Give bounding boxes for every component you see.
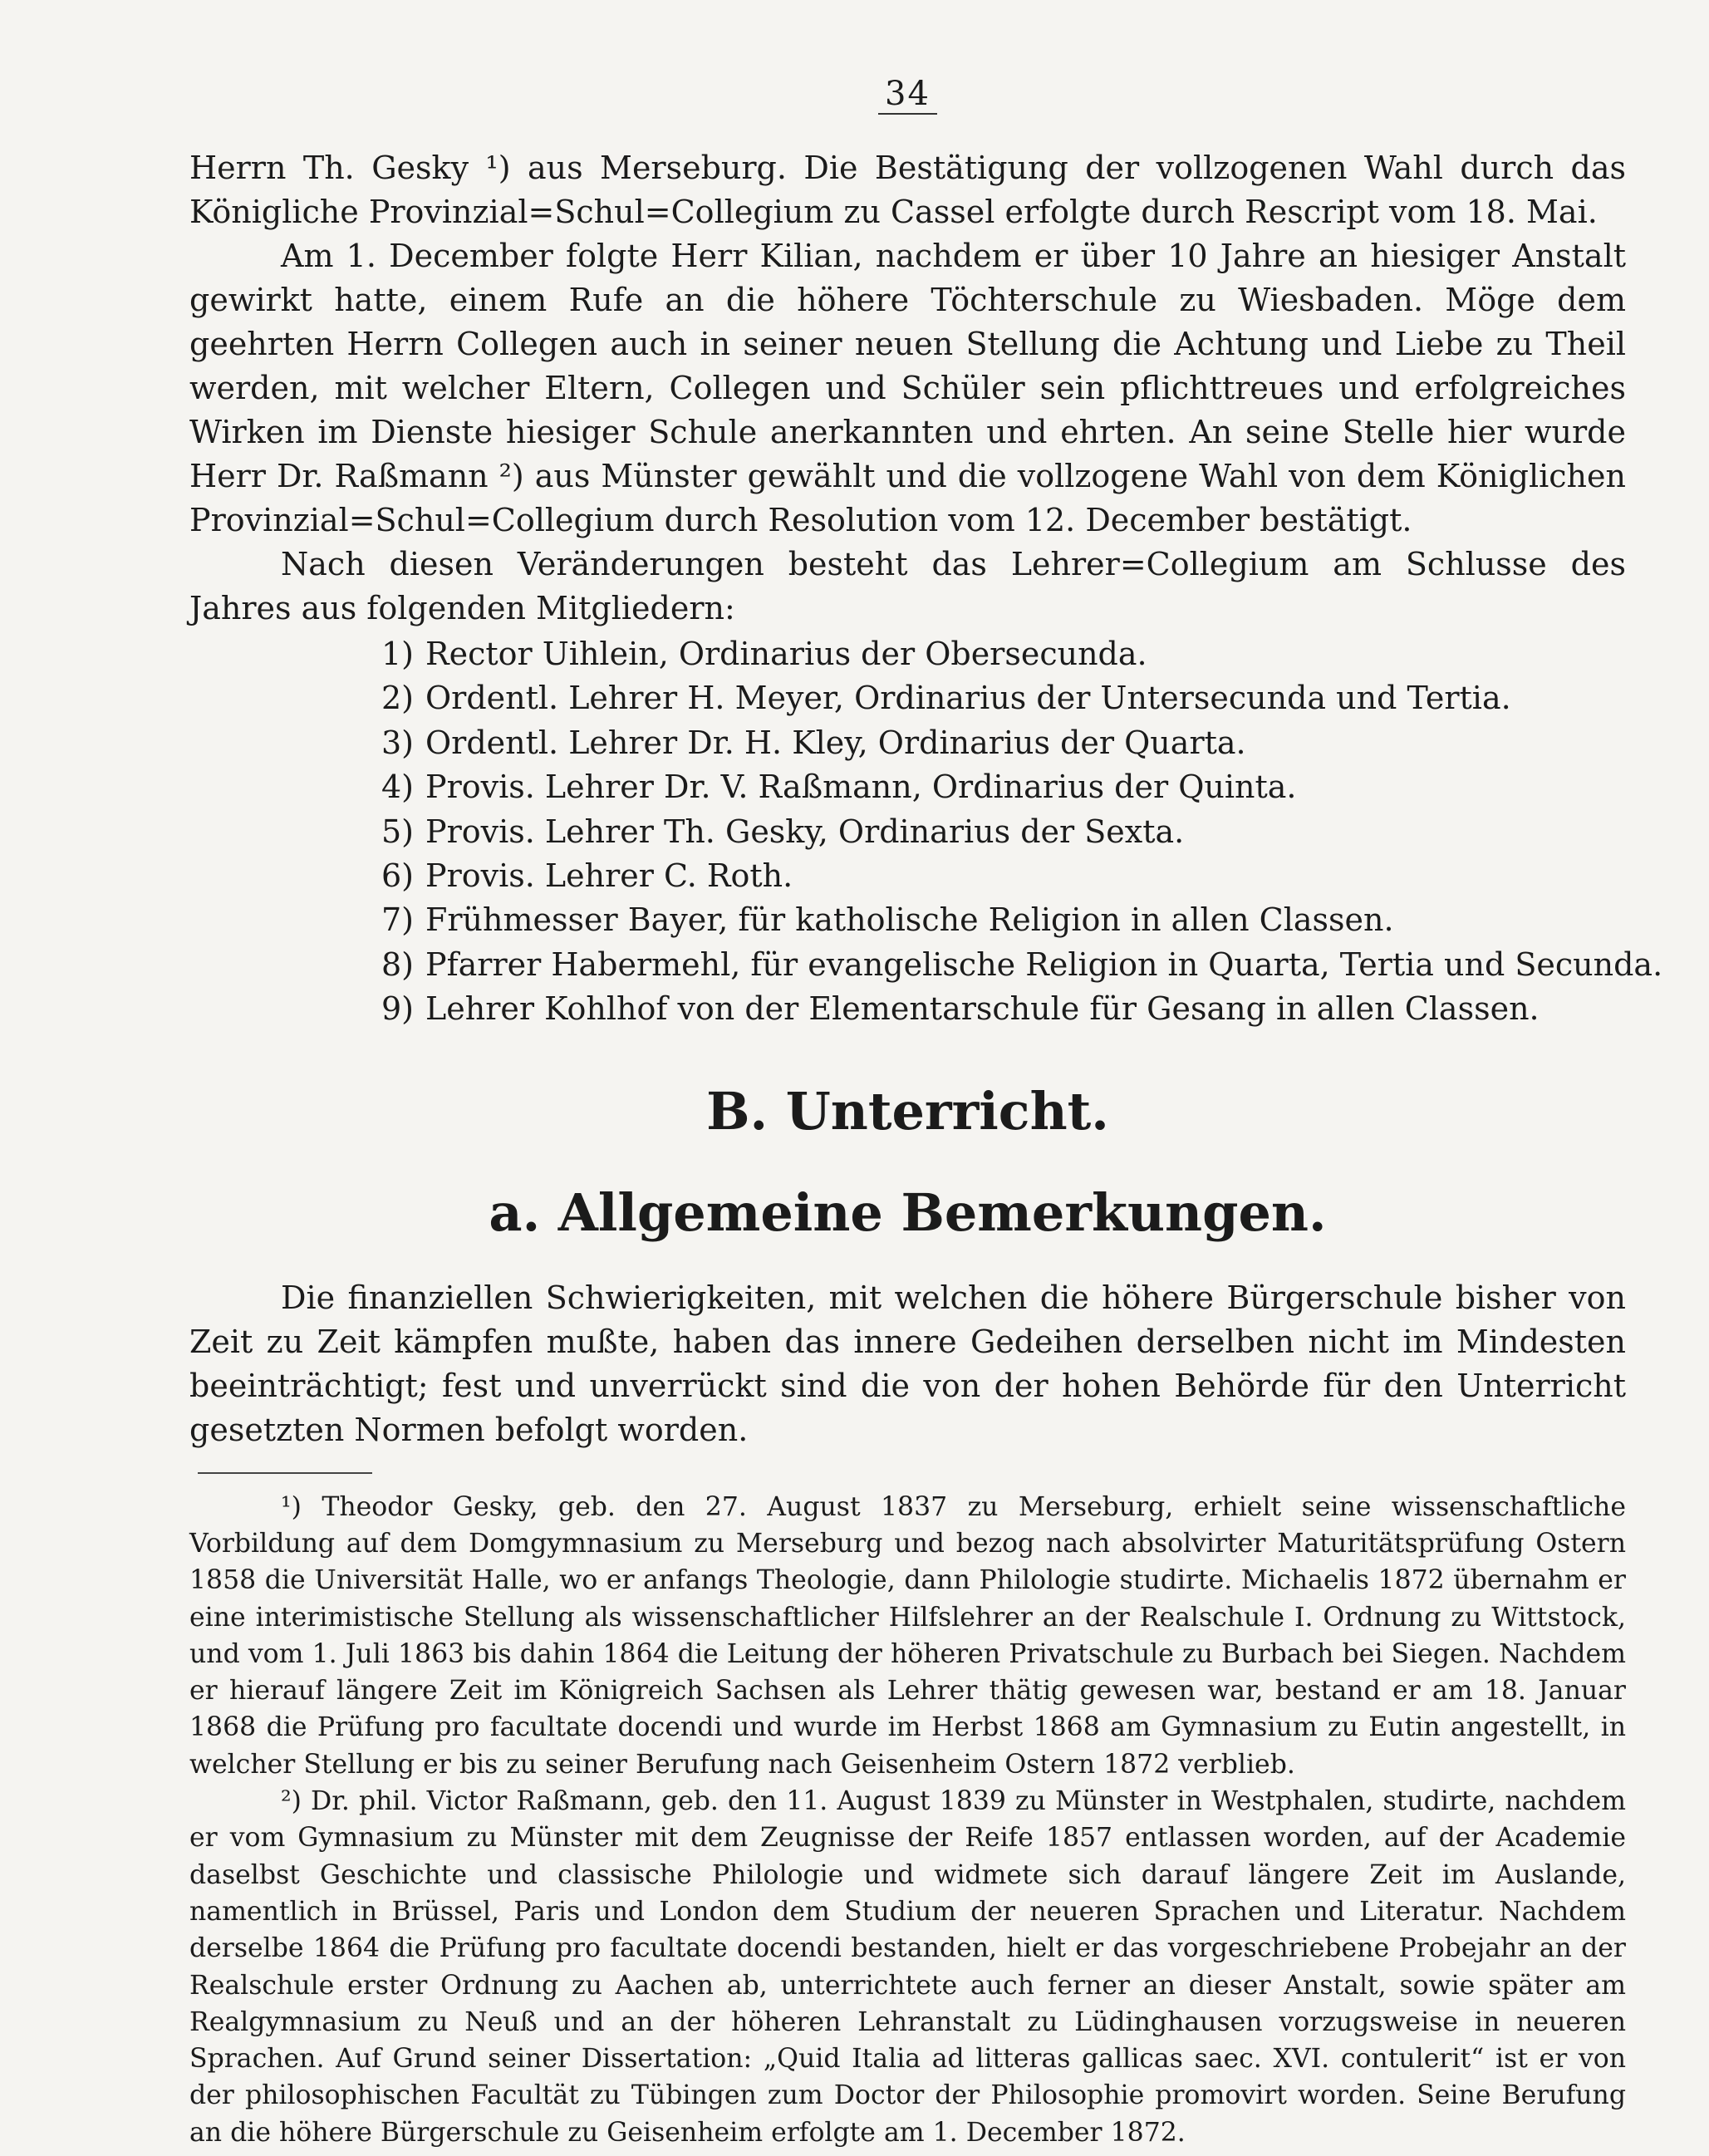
footnote-1 [189, 1489, 1626, 1783]
staff-item [368, 987, 1626, 1031]
footnote-mark: ²) [281, 1786, 302, 1817]
staff-item-text: Ordentl. Lehrer Dr. H. Kley, Ordinarius der Quarta. [425, 724, 1246, 761]
footnote-text: Theodor Gesky, geb. den 27. August 1837 zu Merseburg, erhielt seine wissenschaftliche Vorbildung auf dem Domgymnasium zu Merseburg und bezog nach absolvirter Maturitätsprüfung Ostern 1858 die Universität Halle, wo er anfangs Theologie, dann Philologie studirte. Michaelis 1872 übernahm er eine interimistische Stellung als wissenschaftlicher Hilfslehrer an der Realschule I. Ordnung zu Wittstock, und vom 1. Juli 1863 bis dahin 1864 die Leitung der höheren Privatschule zu Burbach bei Siegen. Nachdem er hierauf längere Zeit im Königreich Sachsen als Lehrer thätig gewesen war, bestand er am 18. Januar 1868 die Prüfung pro facultate docendi und wurde im Herbst 1868 am Gymnasium zu Eutin angestellt, in welcher Stellung er bis zu seiner Berufung nach Geisenheim Ostern 1872 verblieb. [189, 1491, 1626, 1780]
staff-item-number: 7) [381, 901, 414, 939]
staff-item-text: Lehrer Kohlhof von der Elementarschule für Gesang in allen Classen. [425, 990, 1540, 1028]
footnote-mark: ¹) [281, 1491, 302, 1522]
staff-item-text: Provis. Lehrer Th. Gesky, Ordinarius der Sexta. [425, 813, 1185, 850]
staff-item [368, 721, 1626, 765]
staff-item-number: 5) [381, 813, 414, 850]
page-number [189, 75, 1626, 113]
staff-item-text: Provis. Lehrer Dr. V. Raßmann, Ordinarius der Quinta. [425, 769, 1297, 806]
page-number-text: 34 [878, 75, 937, 115]
staff-item-number: 2) [381, 680, 414, 717]
staff-item-number: 6) [381, 857, 414, 895]
staff-item-number: 1) [381, 636, 414, 672]
staff-item [368, 676, 1626, 720]
footnote-divider [198, 1472, 372, 1474]
staff-item-text: Frühmesser Bayer, für katholische Religion in allen Classen. [425, 901, 1394, 939]
staff-item [368, 765, 1626, 809]
body-paragraph: Die finanziellen Schwierigkeiten, mit welchen die höhere Bürgerschule bisher von Zeit zu Zeit kämpfen mußte, haben das innere Gedeihen derselben nicht im Mindesten beeinträchtigt; fest und unverrückt sind die von der hohen Behörde für den Unterricht gesetzten Normen befolgt worden. [189, 1279, 1626, 1448]
intro-paragraph-3: Nach diesen Veränderungen besteht das Lehrer=Collegium am Schlusse des Jahres aus folgenden Mitgliedern: [189, 546, 1626, 626]
staff-item [368, 632, 1626, 676]
staff-item-number: 3) [381, 724, 414, 761]
staff-item-text: Pfarrer Habermehl, für evangelische Religion in Quarta, Tertia und Secunda. [425, 945, 1663, 983]
staff-item [368, 854, 1626, 898]
footnote-2 [189, 1783, 1626, 2151]
intro-paragraph-2: Am 1. December folgte Herr Kilian, nachdem er über 10 Jahre an hiesiger Anstalt gewirkt hatte, einem Rufe an die höhere Töchterschule zu Wiesbaden. Möge dem geehrten Herrn Collegen auch in seiner neuen Stellung die Achtung und Liebe zu Theil werden, mit welcher Eltern, Collegen und Schüler sein pflichttreues und erfolgreiches Wirken im Dienste hiesiger Schule anerkannten und ehrten. An seine Stelle hier wurde Herr Dr. Raßmann ²) aus Münster gewählt und die vollzogene Wahl von dem Königlichen Provinzial=Schul=Collegium durch Resolution vom 12. December bestätigt. [189, 238, 1626, 538]
staff-item-text: Ordentl. Lehrer H. Meyer, Ordinarius der Untersecunda und Tertia. [425, 680, 1511, 717]
staff-item [368, 898, 1626, 942]
section-heading-a: a. Allgemeine Bemerkungen. [489, 1181, 1327, 1243]
staff-item [368, 810, 1626, 854]
staff-item [368, 943, 1663, 987]
staff-item-number: 9) [381, 990, 414, 1028]
intro-paragraph-1: Herrn Th. Gesky ¹) aus Merseburg. Die Bestätigung der vollzogenen Wahl durch das Königliche Provinzial=Schul=Collegium zu Cassel erfolgte durch Rescript vom 18. Mai. [189, 150, 1626, 230]
footnote-text: Dr. phil. Victor Raßmann, geb. den 11. August 1839 zu Münster in Westphalen, studirte, nachdem er vom Gymnasium zu Münster mit dem Zeugnisse der Reife 1857 entlassen worden, auf der Academie daselbst Geschichte und classische Philologie und widmete sich darauf längere Zeit im Auslande, namentlich in Brüssel, Paris und London dem Studium der neueren Sprachen und Literatur. Nachdem derselbe 1864 die Prüfung pro facultate docendi bestanden, hielt er das vorgeschriebene Probejahr an der Realschule erster Ordnung zu Aachen ab, unterrichtete auch ferner an dieser Anstalt, sowie später am Realgymnasium zu Neuß und an der höheren Lehranstalt zu Lüdinghausen vorzugsweise in neueren Sprachen. Auf Grund seiner Dissertation: „Quid Italia ad litteras gallicas saec. XVI. contulerit“ ist er von der philosophischen Facultät zu Tübingen zum Doctor der Philosophie promovirt worden. Seine Berufung an die höhere Bürgerschule zu Geisenheim erfolgte am 1. December 1872. [189, 1786, 1626, 2148]
staff-list [189, 632, 1663, 1032]
staff-item-text: Rector Uihlein, Ordinarius der Obersecunda. [425, 636, 1147, 672]
staff-item-number: 8) [381, 945, 414, 983]
staff-item-text: Provis. Lehrer C. Roth. [425, 857, 793, 895]
section-heading-b: B. Unterricht. [706, 1080, 1109, 1142]
staff-item-number: 4) [381, 769, 414, 806]
